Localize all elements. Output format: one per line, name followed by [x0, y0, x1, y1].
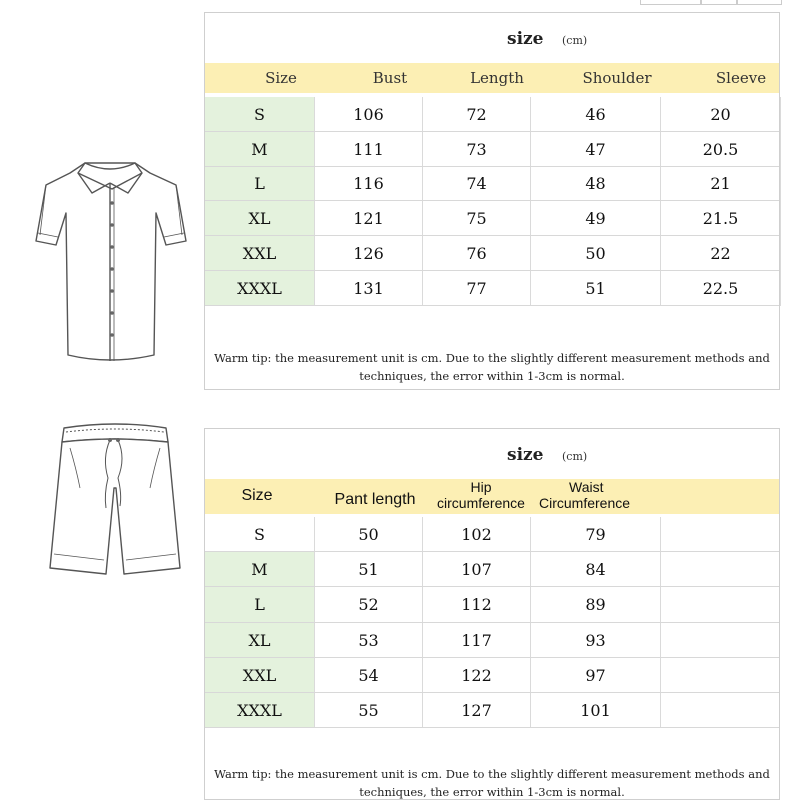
empty-cell: [661, 552, 781, 587]
value-cell: 20: [661, 97, 781, 132]
header-row: [205, 63, 779, 93]
empty-cell: [661, 623, 781, 658]
corner-fragment: [640, 0, 702, 5]
table-row: [205, 201, 779, 236]
table-title: size: [507, 29, 544, 49]
size-cell: L: [205, 587, 315, 622]
value-cell: 50: [315, 517, 423, 552]
header-hip: [431, 479, 531, 511]
value-cell: 22.5: [661, 271, 781, 306]
value-cell: 52: [315, 587, 423, 622]
table-row: [205, 623, 779, 658]
header-size: Size: [265, 69, 297, 87]
table-title: size: [507, 445, 544, 465]
value-cell: 112: [423, 587, 531, 622]
value-cell: 72: [423, 97, 531, 132]
size-cell: S: [205, 517, 315, 552]
table-row: [205, 587, 779, 622]
size-cell: L: [205, 167, 315, 202]
value-cell: 21.5: [661, 201, 781, 236]
value-cell: 117: [423, 623, 531, 658]
value-cell: 51: [531, 271, 661, 306]
warm-tip-line: Warm tip: the measurement unit is cm. Due to the slightly different measurement methods and: [214, 351, 770, 365]
value-cell: 122: [423, 658, 531, 693]
value-cell: 53: [315, 623, 423, 658]
value-cell: 48: [531, 167, 661, 202]
header-bust: Bust: [372, 69, 408, 87]
value-cell: 111: [315, 132, 423, 167]
value-cell: 106: [315, 97, 423, 132]
table-row: [205, 517, 779, 552]
value-cell: 121: [315, 201, 423, 236]
value-cell: 93: [531, 623, 661, 658]
corner-fragment: [700, 0, 738, 5]
value-cell: 54: [315, 658, 423, 693]
table-row: [205, 693, 779, 728]
value-cell: 51: [315, 552, 423, 587]
empty-cell: [661, 658, 781, 693]
header-pant-length: Pant length: [334, 491, 416, 508]
value-cell: 46: [531, 97, 661, 132]
size-cell: XXL: [205, 236, 315, 271]
table-row: [205, 658, 779, 693]
empty-cell: [661, 693, 781, 728]
warm-tip-line: techniques, the error within 1-3cm is normal.: [359, 369, 625, 383]
value-cell: 21: [661, 167, 781, 202]
value-cell: 50: [531, 236, 661, 271]
table-row: [205, 97, 779, 132]
value-cell: 77: [423, 271, 531, 306]
value-cell: 102: [423, 517, 531, 552]
header-waist: [539, 479, 649, 511]
header-row: [205, 479, 779, 514]
value-cell: 89: [531, 587, 661, 622]
value-cell: 22: [661, 236, 781, 271]
warm-tip-line: Warm tip: the measurement unit is cm. Due to the slightly different measurement methods and: [214, 767, 770, 781]
size-cell: XL: [205, 623, 315, 658]
warm-tip: [205, 349, 779, 385]
warm-tip: [205, 765, 779, 801]
header-hip-line: Hip: [470, 479, 492, 495]
size-cell: M: [205, 552, 315, 587]
warm-tip-line: techniques, the error within 1-3cm is normal.: [359, 785, 625, 799]
value-cell: 127: [423, 693, 531, 728]
size-cell: XXXL: [205, 271, 315, 306]
value-cell: 107: [423, 552, 531, 587]
size-cell: M: [205, 132, 315, 167]
value-cell: 126: [315, 236, 423, 271]
value-cell: 116: [315, 167, 423, 202]
table-row: [205, 271, 779, 306]
row-divider: [205, 305, 779, 306]
value-cell: 20.5: [661, 132, 781, 167]
value-cell: 131: [315, 271, 423, 306]
header-length: Length: [470, 69, 524, 87]
unit-label: (cm): [562, 34, 588, 47]
header-shoulder: Shoulder: [582, 69, 652, 87]
header-waist-line: Waist: [569, 479, 604, 495]
shorts-illustration-icon: [46, 418, 184, 580]
size-cell: S: [205, 97, 315, 132]
shirt-size-table: [204, 12, 780, 390]
value-cell: 47: [531, 132, 661, 167]
size-cell: XL: [205, 201, 315, 236]
table-row: [205, 236, 779, 271]
header-hip-line: circumference: [437, 495, 525, 511]
unit-label: (cm): [562, 450, 588, 463]
shirt-illustration-icon: [30, 155, 190, 367]
value-cell: 73: [423, 132, 531, 167]
value-cell: 76: [423, 236, 531, 271]
header-sleeve: Sleeve: [715, 69, 767, 87]
value-cell: 49: [531, 201, 661, 236]
size-cell: XXXL: [205, 693, 315, 728]
corner-fragment: [736, 0, 782, 5]
value-cell: 97: [531, 658, 661, 693]
value-cell: 75: [423, 201, 531, 236]
value-cell: 55: [315, 693, 423, 728]
header-size: Size: [241, 487, 273, 504]
table-row: [205, 132, 779, 167]
value-cell: 101: [531, 693, 661, 728]
empty-cell: [661, 587, 781, 622]
header-waist-line: Circumference: [539, 495, 631, 511]
size-cell: XXL: [205, 658, 315, 693]
value-cell: 79: [531, 517, 661, 552]
value-cell: 74: [423, 167, 531, 202]
shorts-size-table: [204, 428, 780, 800]
table-row: [205, 167, 779, 202]
value-cell: 84: [531, 552, 661, 587]
empty-cell: [661, 517, 781, 552]
table-row: [205, 552, 779, 587]
